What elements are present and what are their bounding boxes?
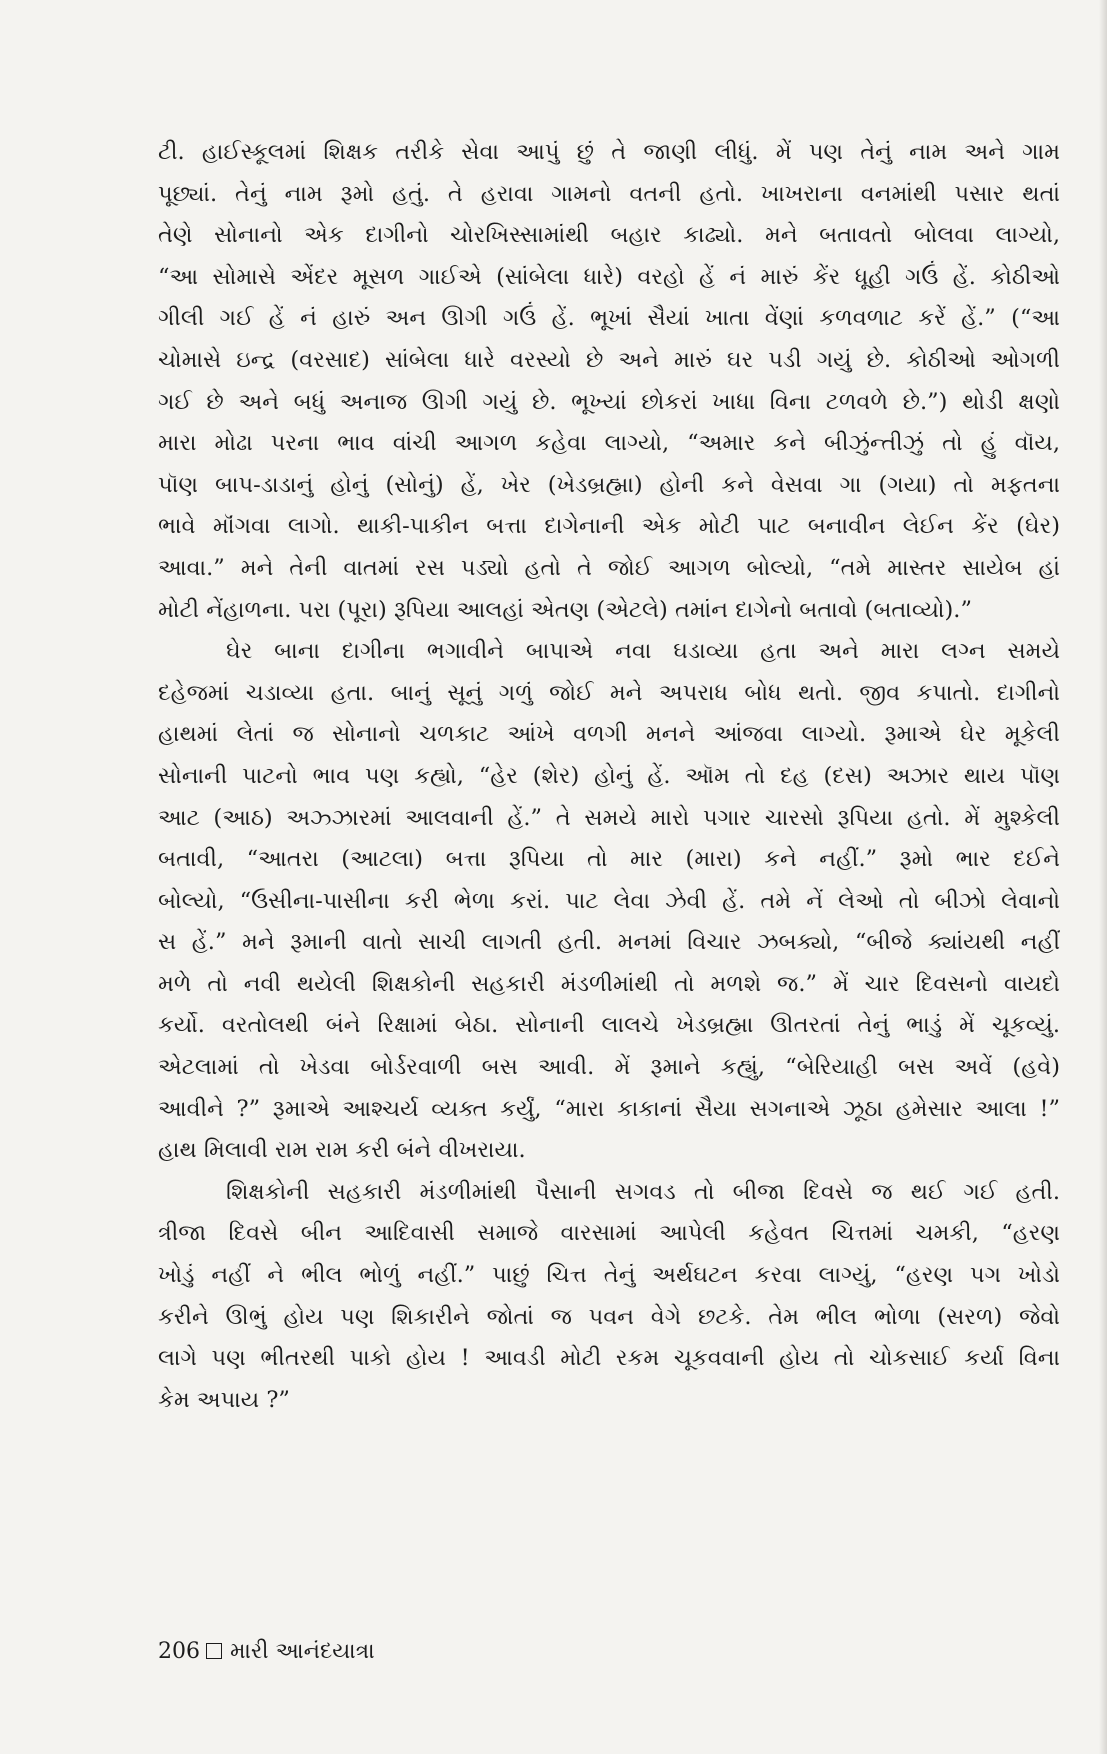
text-line: તેણે સોનાનો એક દાગીનો ચોરખિસ્સામાંથી બહાર કાઢ્યો. મને બતાવતો બોલવા લાગ્યો, bbox=[158, 222, 1060, 249]
page-footer bbox=[158, 1637, 375, 1667]
text-line: ચોમાસે ઇન્દ્ર (વરસાદ) સાંબેલા ધારે વરસ્યો છે અને મારું ઘર પડી ગયું છે. કોઠીઓ ઓગળી bbox=[158, 346, 1060, 373]
book-title: મારી આનંદયાત્રા bbox=[230, 1639, 375, 1664]
text-line: આટ (આઠ) અઝ્ઝારમાં આલવાની હેં.” તે સમયે મારો પગાર ચારસો રૂપિયા હતો. મેં મુશ્કેલી bbox=[158, 804, 1060, 831]
text-line: હાથમાં લેતાં જ સોનાનો ચળકાટ આંખે વળગી મનને આંજવા લાગ્યો. રૂમાએ ઘેર મૂકેલી bbox=[158, 721, 1060, 748]
text-line: પૂછ્યાં. તેનું નામ રૂમો હતું. તે હરાવા ગામનો વતની હતો. ખાખરાના વનમાંથી પસાર થતાં bbox=[158, 180, 1060, 207]
text-line: ગઈ છે અને બધું અનાજ ઊગી ગયું છે. ભૂખ્યાં છોકરાં ખાધા વિના ટળવળે છે.”) થોડી ક્ષણો bbox=[158, 388, 1060, 415]
text-line: કેમ અપાય ?” bbox=[158, 1386, 290, 1413]
text-line: સ હેં.” મને રૂમાની વાતો સાચી લાગતી હતી. મનમાં વિચાર ઝબક્યો, “બીજે ક્યાંયથી નહીં bbox=[158, 929, 1060, 956]
text-line: આવીને ?” રૂમાએ આશ્ચર્ય વ્યક્ત કર્યું, “મારા કાકાનાં સૈયા સગનાએ ઝૂઠા હમેસાર આલા !” bbox=[158, 1095, 1060, 1122]
text-line: દહેજમાં ચડાવ્યા હતા. બાનું સૂનું ગળું જોઈ મને અપરાધ બોધ થતો. જીવ કપાતો. દાગીનો bbox=[158, 679, 1060, 706]
text-line: ગીલી ગઈ હેં નં હારું અન ઊગી ગઉં હેં. ભૂખાં સૈયાં ખાતા વેંણાં કળવળાટ કરેં હેં.” (“આ bbox=[158, 305, 1060, 332]
text-line: ભાવે મૉંગવા લાગો. થાકી-પાકીન બત્તા દાગેનાની એક મોટી પાટ બનાવીન લેઈન કેંર (ઘેર) bbox=[158, 513, 1060, 540]
text-line: મળે તો નવી થયેલી શિક્ષકોની સહકારી મંડળીમાંથી તો મળશે જ.” મેં ચાર દિવસનો વાયદો bbox=[158, 970, 1060, 997]
page-edge-shadow bbox=[1099, 0, 1107, 1754]
text-line: હાથ મિલાવી રામ રામ કરી બંને વીખરાયા. bbox=[158, 1137, 526, 1164]
body-text bbox=[158, 132, 1060, 1421]
text-line: પૉણ બાપ-ડાડાનું હોનું (સોનું) હેં, ખેર (ખેડબ્રહ્મા) હોની કને વેસવા ગા (ગયા) તો મફતના bbox=[158, 471, 1060, 498]
page-number: 206 bbox=[158, 1639, 200, 1664]
text-line: મારા મોઢા પરના ભાવ વાંચી આગળ કહેવા લાગ્યો, “અમાર કને બીઝુંન્તીઝું તો હું વૉય, bbox=[158, 430, 1060, 457]
text-line: “આ સોમાસે એંદર મૂસળ ગાઈએ (સાંબેલા ધારે) વરહો હેં નં મારું કેંર ધૂહી ગઉં હેં. કોઠીઓ bbox=[158, 263, 1060, 290]
text-line: ખોડું નહીં ને ભીલ ભોળું નહીં.” પાછું ચિત્ત તેનું અર્થઘટન કરવા લાગ્યું, “હરણ પગ ખોડો bbox=[158, 1262, 1060, 1289]
text-line: ત્રીજા દિવસે બીન આદિવાસી સમાજે વારસામાં આપેલી કહેવત ચિત્તમાં ચમકી, “હરણ bbox=[158, 1220, 1060, 1247]
text-line: ટી. હાઈસ્કૂલમાં શિક્ષક તરીકે સેવા આપું છું તે જાણી લીધું. મેં પણ તેનું નામ અને ગામ bbox=[158, 139, 1060, 165]
text-line: મોટી નેંહાળના. પરા (પૂરા) રૂપિયા આલહાં એતણ (એટલે) તમાંન દાગેનો બતાવો (બતાવ્યો).” bbox=[158, 596, 972, 623]
text-line: સોનાની પાટનો ભાવ પણ કહ્યો, “હેર (શેર) હોનું હેં. ઑમ તો દહ (દસ) અઝાર થાય પૉણ bbox=[158, 762, 1060, 789]
text-line: એટલામાં તો ખેડવા બોર્ડરવાળી બસ આવી. મેં રૂમાને કહ્યું, “બેરિયાહી બસ અવેં (હવે) bbox=[158, 1054, 1060, 1081]
text-line: લાગે પણ ભીતરથી પાકો હોય ! આવડી મોટી રકમ ચૂકવવાની હોય તો ચોકસાઈ કર્યા વિના bbox=[158, 1345, 1060, 1372]
text-line: બોલ્યો, “ઉસીના-પાસીના કરી ભેળા કરાં. પાટ લેવા ઝેવી હેં. તમે નેં લેઓ તો બીઝો લેવાનો bbox=[158, 887, 1060, 914]
square-separator-icon bbox=[206, 1643, 222, 1659]
paragraph-start-line: શિક્ષકોની સહકારી મંડળીમાંથી પૈસાની સગવડ તો બીજા દિવસે જ થઈ ગઈ હતી. bbox=[226, 1178, 1060, 1205]
text-line: બતાવી, “આતરા (આટલા) બત્તા રૂપિયા તો માર (મારા) કને નહીં.” રૂમો ભાર દઈને bbox=[158, 846, 1060, 873]
text-line: કરીને ઊભું હોય પણ શિકારીને જોતાં જ પવન વેગે છટકે. તેમ ભીલ ભોળા (સરળ) જેવો bbox=[158, 1303, 1060, 1330]
text-line: કર્યો. વરતોલથી બંને રિક્ષામાં બેઠા. સોનાની લાલચે ખેડબ્રહ્મા ઊતરતાં તેનું ભાડું મેં ચૂકવ્યું. bbox=[158, 1012, 1060, 1039]
text-line: આવા.” મને તેની વાતમાં રસ પડ્યો હતો તે જોઈ આગળ બોલ્યો, “તમે માસ્તર સાયેબ હાં bbox=[158, 554, 1060, 581]
paragraph-start-line: ઘેર બાના દાગીના ભગાવીને બાપાએ નવા ઘડાવ્યા હતા અને મારા લગ્ન સમયે bbox=[226, 638, 1060, 665]
